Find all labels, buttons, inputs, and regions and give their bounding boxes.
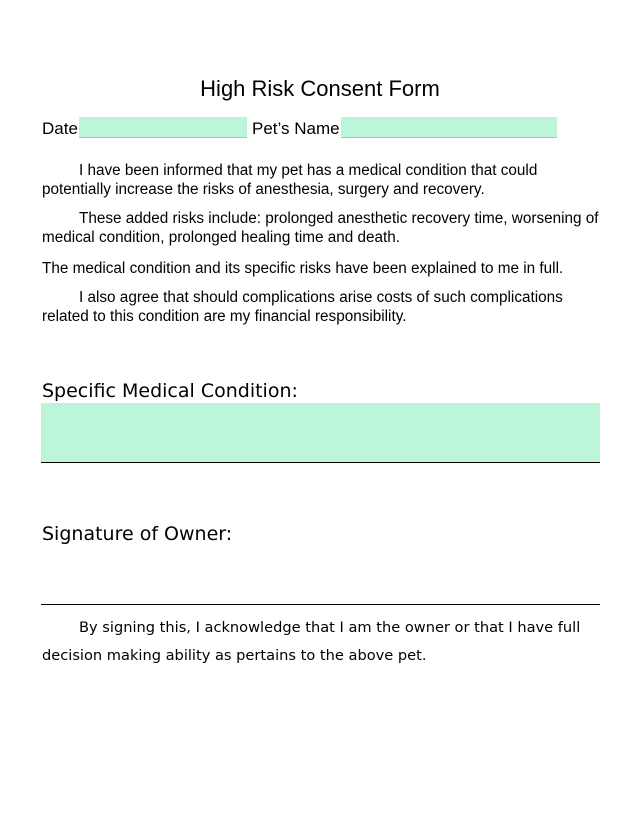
form-title: High Risk Consent Form [200, 76, 440, 101]
signature-heading: Signature of Owner: [42, 523, 233, 545]
paragraph-explained: The medical condition and its specific risks have been explained to me in full. [42, 260, 564, 277]
pet-name-label: Pet’s Name [252, 119, 340, 138]
date-label: Date [42, 119, 78, 138]
pet-name-field[interactable] [341, 117, 557, 138]
date-petname-row [42, 117, 602, 139]
date-field[interactable] [79, 117, 247, 138]
condition-heading: Specific Medical Condition: [42, 380, 298, 402]
paragraph-informed: I have been informed that my pet has a medical condition that could potentially increase the risks of anesthesia, surgery and recovery. [42, 162, 538, 198]
signature-line[interactable] [41, 604, 600, 605]
paragraph-risks: These added risks include: prolonged anesthetic recovery time, worsening of medical condition, prolonged healing time and death. [42, 210, 599, 246]
condition-field[interactable] [41, 403, 600, 463]
acknowledgement-text: By signing this, I acknowledge that I am the owner or that I have full decision making ability as pertains to the above pet. [42, 619, 581, 664]
paragraph-financial: I also agree that should complications arise costs of such complications related to this condition are my financial responsibility. [42, 289, 563, 325]
